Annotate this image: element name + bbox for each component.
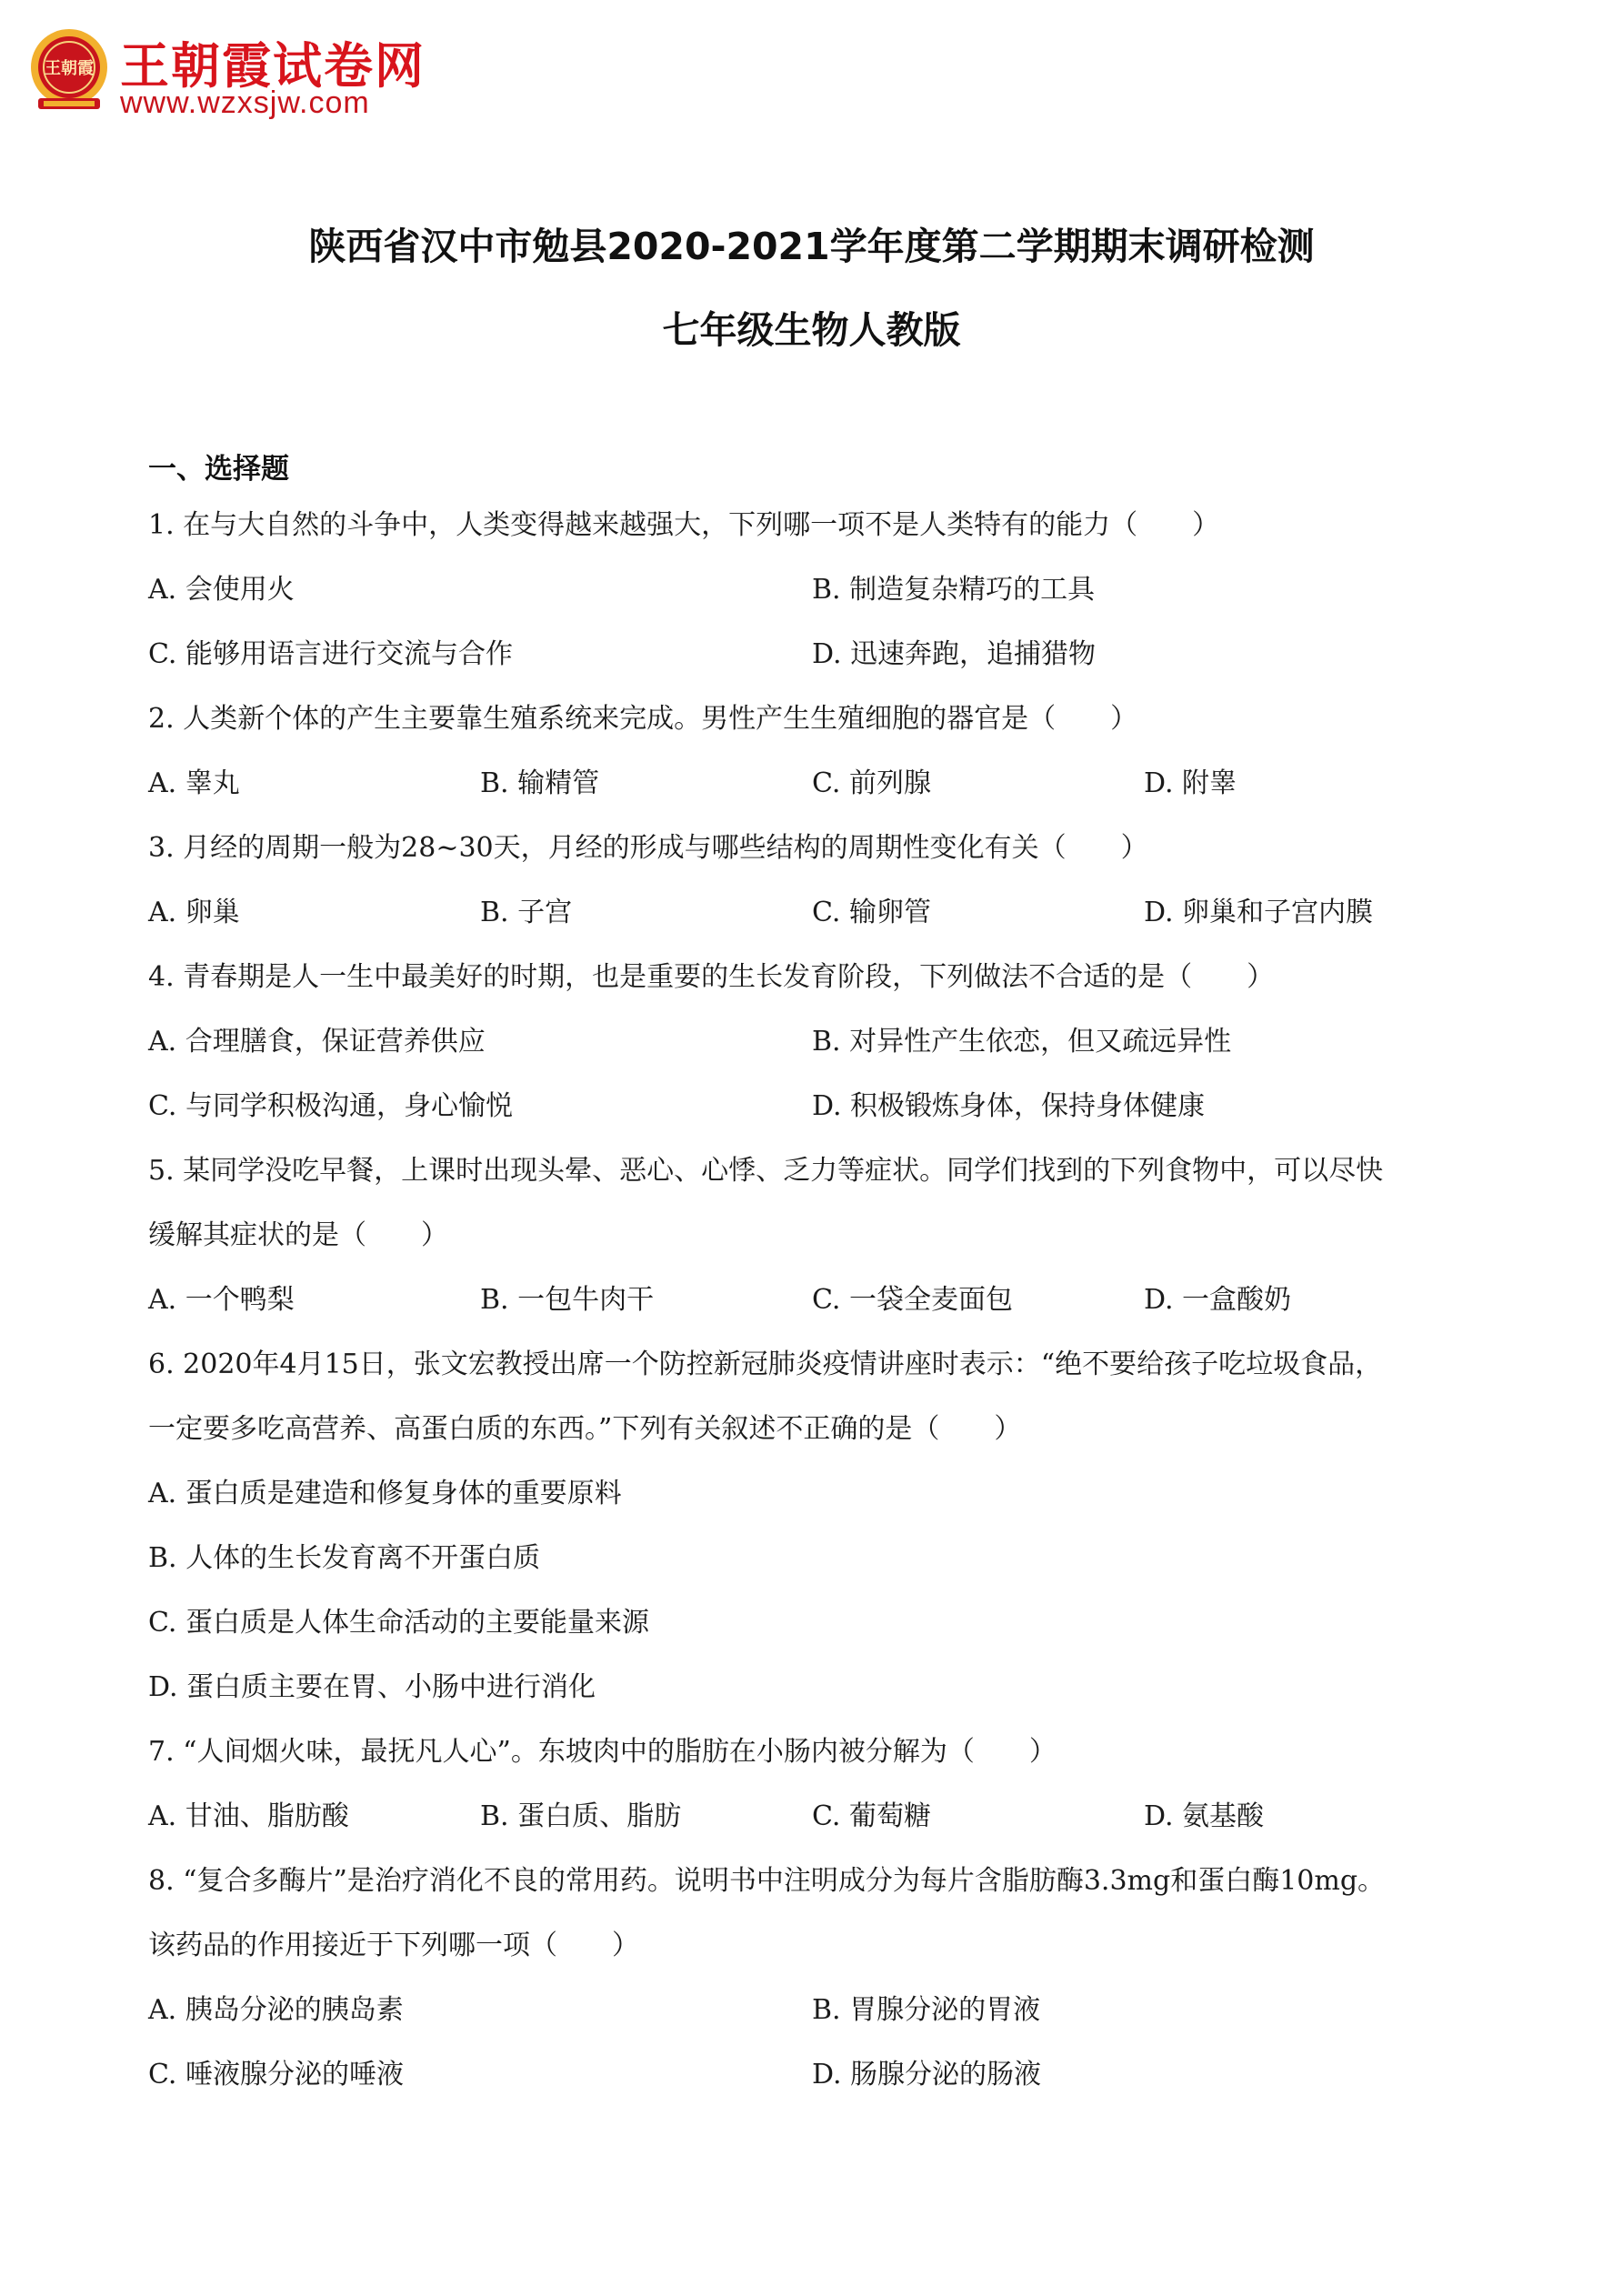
question-8-option-d: D. 肠腺分泌的肠液 [812,2059,1042,2090]
question-2-option-d: D. 附睾 [1144,767,1237,799]
question-8-option-a: A. 胰岛分泌的胰岛素 [148,1994,404,2026]
question-5-stem-line-1: 5. 某同学没吃早餐，上课时出现头晕、恶心、心悸、乏力等症状。同学们找到的下列食物中，可以尽快 [148,1155,1384,1187]
question-1-option-b: B. 制造复杂精巧的工具 [812,574,1096,606]
question-7-option-d: D. 氨基酸 [1144,1800,1265,1832]
question-1-stem: 1. 在与大自然的斗争中，人类变得越来越强大，下列哪一项不是人类特有的能力（ ） [148,509,1220,541]
question-3-option-b: B. 子宫 [480,897,573,928]
site-watermark-logo [25,25,426,125]
question-8-option-c: C. 唾液腺分泌的唾液 [148,2059,404,2090]
question-6-option-d: D. 蛋白质主要在胃、小肠中进行消化 [148,1671,596,1703]
question-1-option-c: C. 能够用语言进行交流与合作 [148,638,513,670]
question-4-option-c: C. 与同学积极沟通，身心愉悦 [148,1090,513,1122]
question-1-option-d: D. 迅速奔跑，追捕猎物 [812,638,1097,670]
question-7-stem: 7. “人间烟火味，最抚凡人心”。东坡肉中的脂肪在小肠内被分解为（ ） [148,1736,1057,1768]
question-3-option-c: C. 输卵管 [812,897,931,928]
question-6-option-a: A. 蛋白质是建造和修复身体的重要原料 [148,1478,622,1509]
question-2-option-b: B. 输精管 [480,767,600,799]
exam-title: 陕西省汉中市勉县2020-2021学年度第二学期期末调研检测 [308,225,1315,268]
question-8-stem-line-1: 8. “复合多酶片”是治疗消化不良的常用药。说明书中注明成分为每片含脂肪酶3.3mg和蛋白酶10mg。 [148,1865,1386,1897]
question-2-option-c: C. 前列腺 [812,767,931,799]
question-5-option-c: C. 一袋全麦面包 [812,1284,1013,1316]
question-6-option-c: C. 蛋白质是人体生命活动的主要能量来源 [148,1607,649,1639]
question-4-option-a: A. 合理膳食，保证营养供应 [148,1026,486,1058]
question-3-option-a: A. 卵巢 [148,897,240,928]
question-5-option-b: B. 一包牛肉干 [480,1284,655,1316]
exam-subtitle: 七年级生物人教版 [662,308,961,352]
question-4-stem: 4. 青春期是人一生中最美好的时期，也是重要的生长发育阶段，下列做法不合适的是（ ） [148,961,1275,993]
svg-text:王朝霞: 王朝霞 [45,59,94,78]
question-6-stem-line-2: 一定要多吃高营养、高蛋白质的东西。”下列有关叙述不正确的是（ ） [148,1413,1022,1445]
question-2-stem: 2. 人类新个体的产生主要靠生殖系统来完成。男性产生生殖细胞的器官是（ ） [148,703,1138,735]
question-4-option-b: B. 对异性产生依恋，但又疏远异性 [812,1026,1232,1058]
watermark-name: 王朝霞试卷网 [120,37,426,95]
question-3-option-d: D. 卵巢和子宫内膜 [1144,897,1374,928]
question-6-stem-line-1: 6. 2020年4月15日，张文宏教授出席一个防控新冠肺炎疫情讲座时表示：“绝不要给孩子吃垃圾食品， [148,1349,1383,1380]
seal-logo-icon [25,25,113,113]
question-6-option-b: B. 人体的生长发育离不开蛋白质 [148,1542,541,1574]
question-5-stem-line-2: 缓解其症状的是（ ） [148,1219,448,1251]
question-4-option-d: D. 积极锻炼身体，保持身体健康 [812,1090,1206,1122]
question-5-option-d: D. 一盒酸奶 [1144,1284,1292,1316]
question-3-stem: 3. 月经的周期一般为28~30天，月经的形成与哪些结构的周期性变化有关（ ） [148,832,1148,864]
section-heading: 一、选择题 [148,453,289,486]
watermark-url: www.wzxsjw.com [120,85,370,120]
question-8-option-b: B. 胃腺分泌的胃液 [812,1994,1041,2026]
question-1-option-a: A. 会使用火 [148,574,295,606]
question-5-option-a: A. 一个鸭梨 [148,1284,295,1316]
question-7-option-a: A. 甘油、脂肪酸 [148,1800,349,1832]
question-8-stem-line-2: 该药品的作用接近于下列哪一项（ ） [148,1930,639,1961]
question-7-option-b: B. 蛋白质、脂肪 [480,1800,682,1832]
question-2-option-a: A. 睾丸 [148,767,240,799]
question-7-option-c: C. 葡萄糖 [812,1800,931,1832]
